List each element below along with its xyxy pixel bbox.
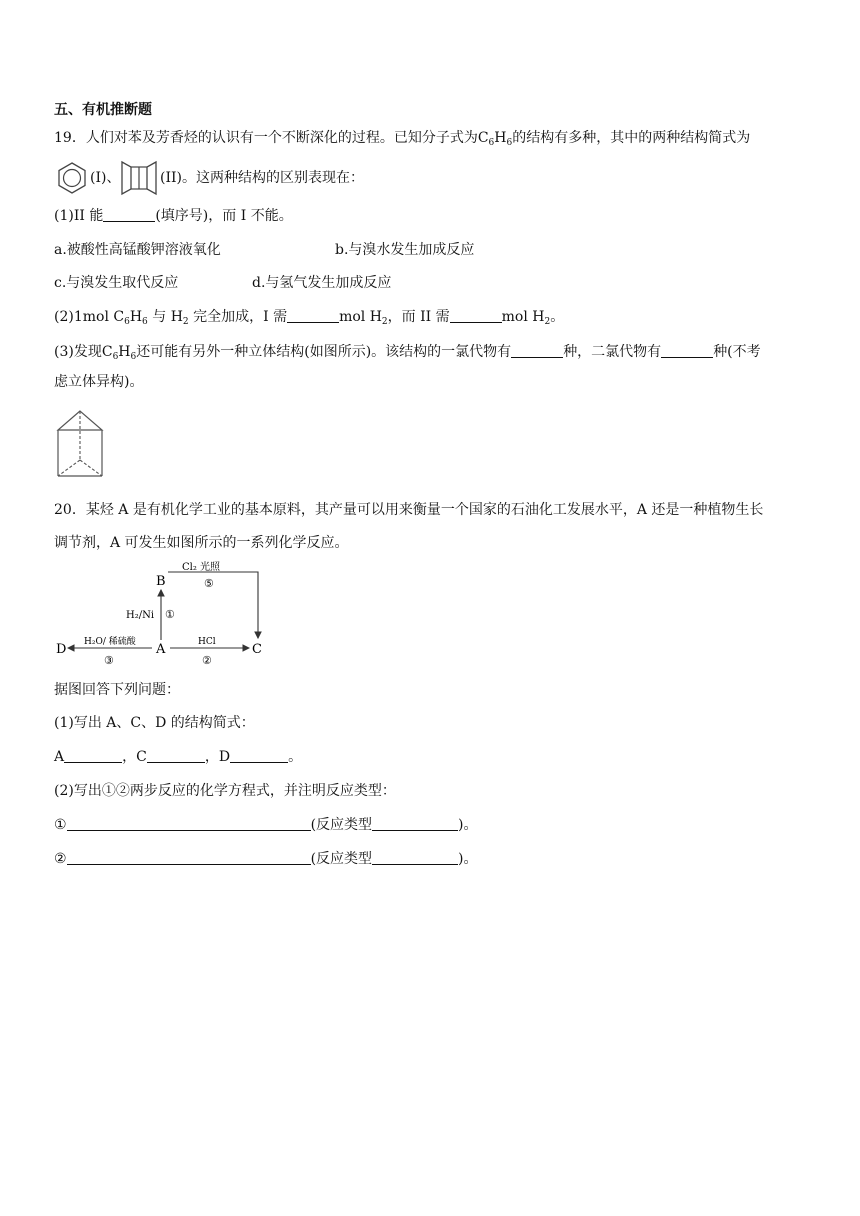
answer-blank: [67, 816, 311, 831]
q20-equation-1: ① (反应类型 )。: [54, 817, 478, 833]
q20-part1-answers: A ，C ，D 。: [54, 749, 303, 765]
reaction-scheme: [52, 560, 268, 670]
q19-options-row1: [54, 240, 475, 260]
q19-part1: (1)II 能 (填序号)，而 I 不能。: [54, 208, 293, 224]
r5-number: ⑤: [204, 577, 214, 590]
answer-blank: [147, 748, 205, 763]
q20-intro-line2: 调节剂，A 可发生如图所示的一系列化学反应。: [54, 535, 349, 551]
answer-blank: [372, 850, 458, 865]
answer-blank: [64, 748, 122, 763]
section-title: 五、有机推断题: [54, 102, 152, 118]
answer-blank: [372, 816, 458, 831]
q19-part3: (3)发现$C_6H_6$还可能有另外一种立体结构(如图所示)。该结构的一氯代物有 种，二氯代物有 种(不考: [54, 344, 761, 362]
answer-blank: [230, 748, 288, 763]
node-b: B: [156, 574, 166, 589]
answer-blank: [287, 308, 339, 323]
q19-part2: (2)1mol $C_6H_6$ 与 $H_2$ 完全加成，I 需 mol $H_2$，而 II 需 mol $H_2$。: [54, 309, 565, 327]
node-c: C: [252, 642, 262, 657]
q19-options-row2: [54, 273, 392, 293]
option-b: b.与溴水发生加成反应: [335, 242, 475, 258]
q19-intro-line: 19．人们对苯及芳香烃的认识有一个不断深化的过程。已知分子式为$C_6H_6$的结构有多种，其中的两种结构简式为: [54, 130, 751, 148]
option-d: d.与氢气发生加成反应: [252, 275, 392, 291]
q20-part2: (2)写出①②两步反应的化学方程式，并注明反应类型：: [54, 783, 396, 799]
node-d: D: [56, 642, 67, 657]
q20-part1: (1)写出 A、C、D 的结构简式：: [54, 715, 255, 731]
r5-label: Cl₂ 光照: [182, 562, 221, 573]
q20-prompt: 据图回答下列问题：: [54, 682, 180, 698]
r1-number: ①: [165, 608, 175, 621]
label-structure-ii: (II)。这两种结构的区别表现在：: [160, 170, 364, 186]
dewar-benzene-structure-icon: [118, 158, 160, 198]
r3-label: H₂O/ 稀硫酸: [84, 637, 136, 647]
option-c: c.与溴发生取代反应: [54, 275, 179, 291]
answer-blank: [103, 207, 155, 222]
q20-equation-2: ② (反应类型 )。: [54, 851, 478, 867]
r2-label: HCl: [198, 637, 216, 647]
r2-number: ②: [202, 654, 212, 667]
label-structure-i: (I)、: [90, 170, 121, 186]
answer-blank: [511, 343, 563, 358]
r3-number: ③: [104, 654, 114, 667]
r1-label: H₂/Ni: [126, 610, 155, 621]
option-a: a.被酸性高锰酸钾溶液氧化: [54, 242, 221, 258]
q20-number: 20．: [54, 502, 86, 518]
answer-blank: [450, 308, 502, 323]
prismane-structure-icon: [54, 408, 106, 480]
answer-blank: [67, 850, 311, 865]
q20-intro-line1: 20．某烃 A 是有机化学工业的基本原料，其产量可以用来衡量一个国家的石油化工发展水平，A 还是一种植物生长: [54, 502, 764, 518]
benzene-structure-icon: [54, 160, 90, 196]
q19-part3-cont: 虑立体异构)。: [54, 374, 144, 390]
node-a: A: [156, 642, 166, 657]
q19-number: 19．: [54, 130, 86, 146]
answer-blank: [661, 343, 713, 358]
